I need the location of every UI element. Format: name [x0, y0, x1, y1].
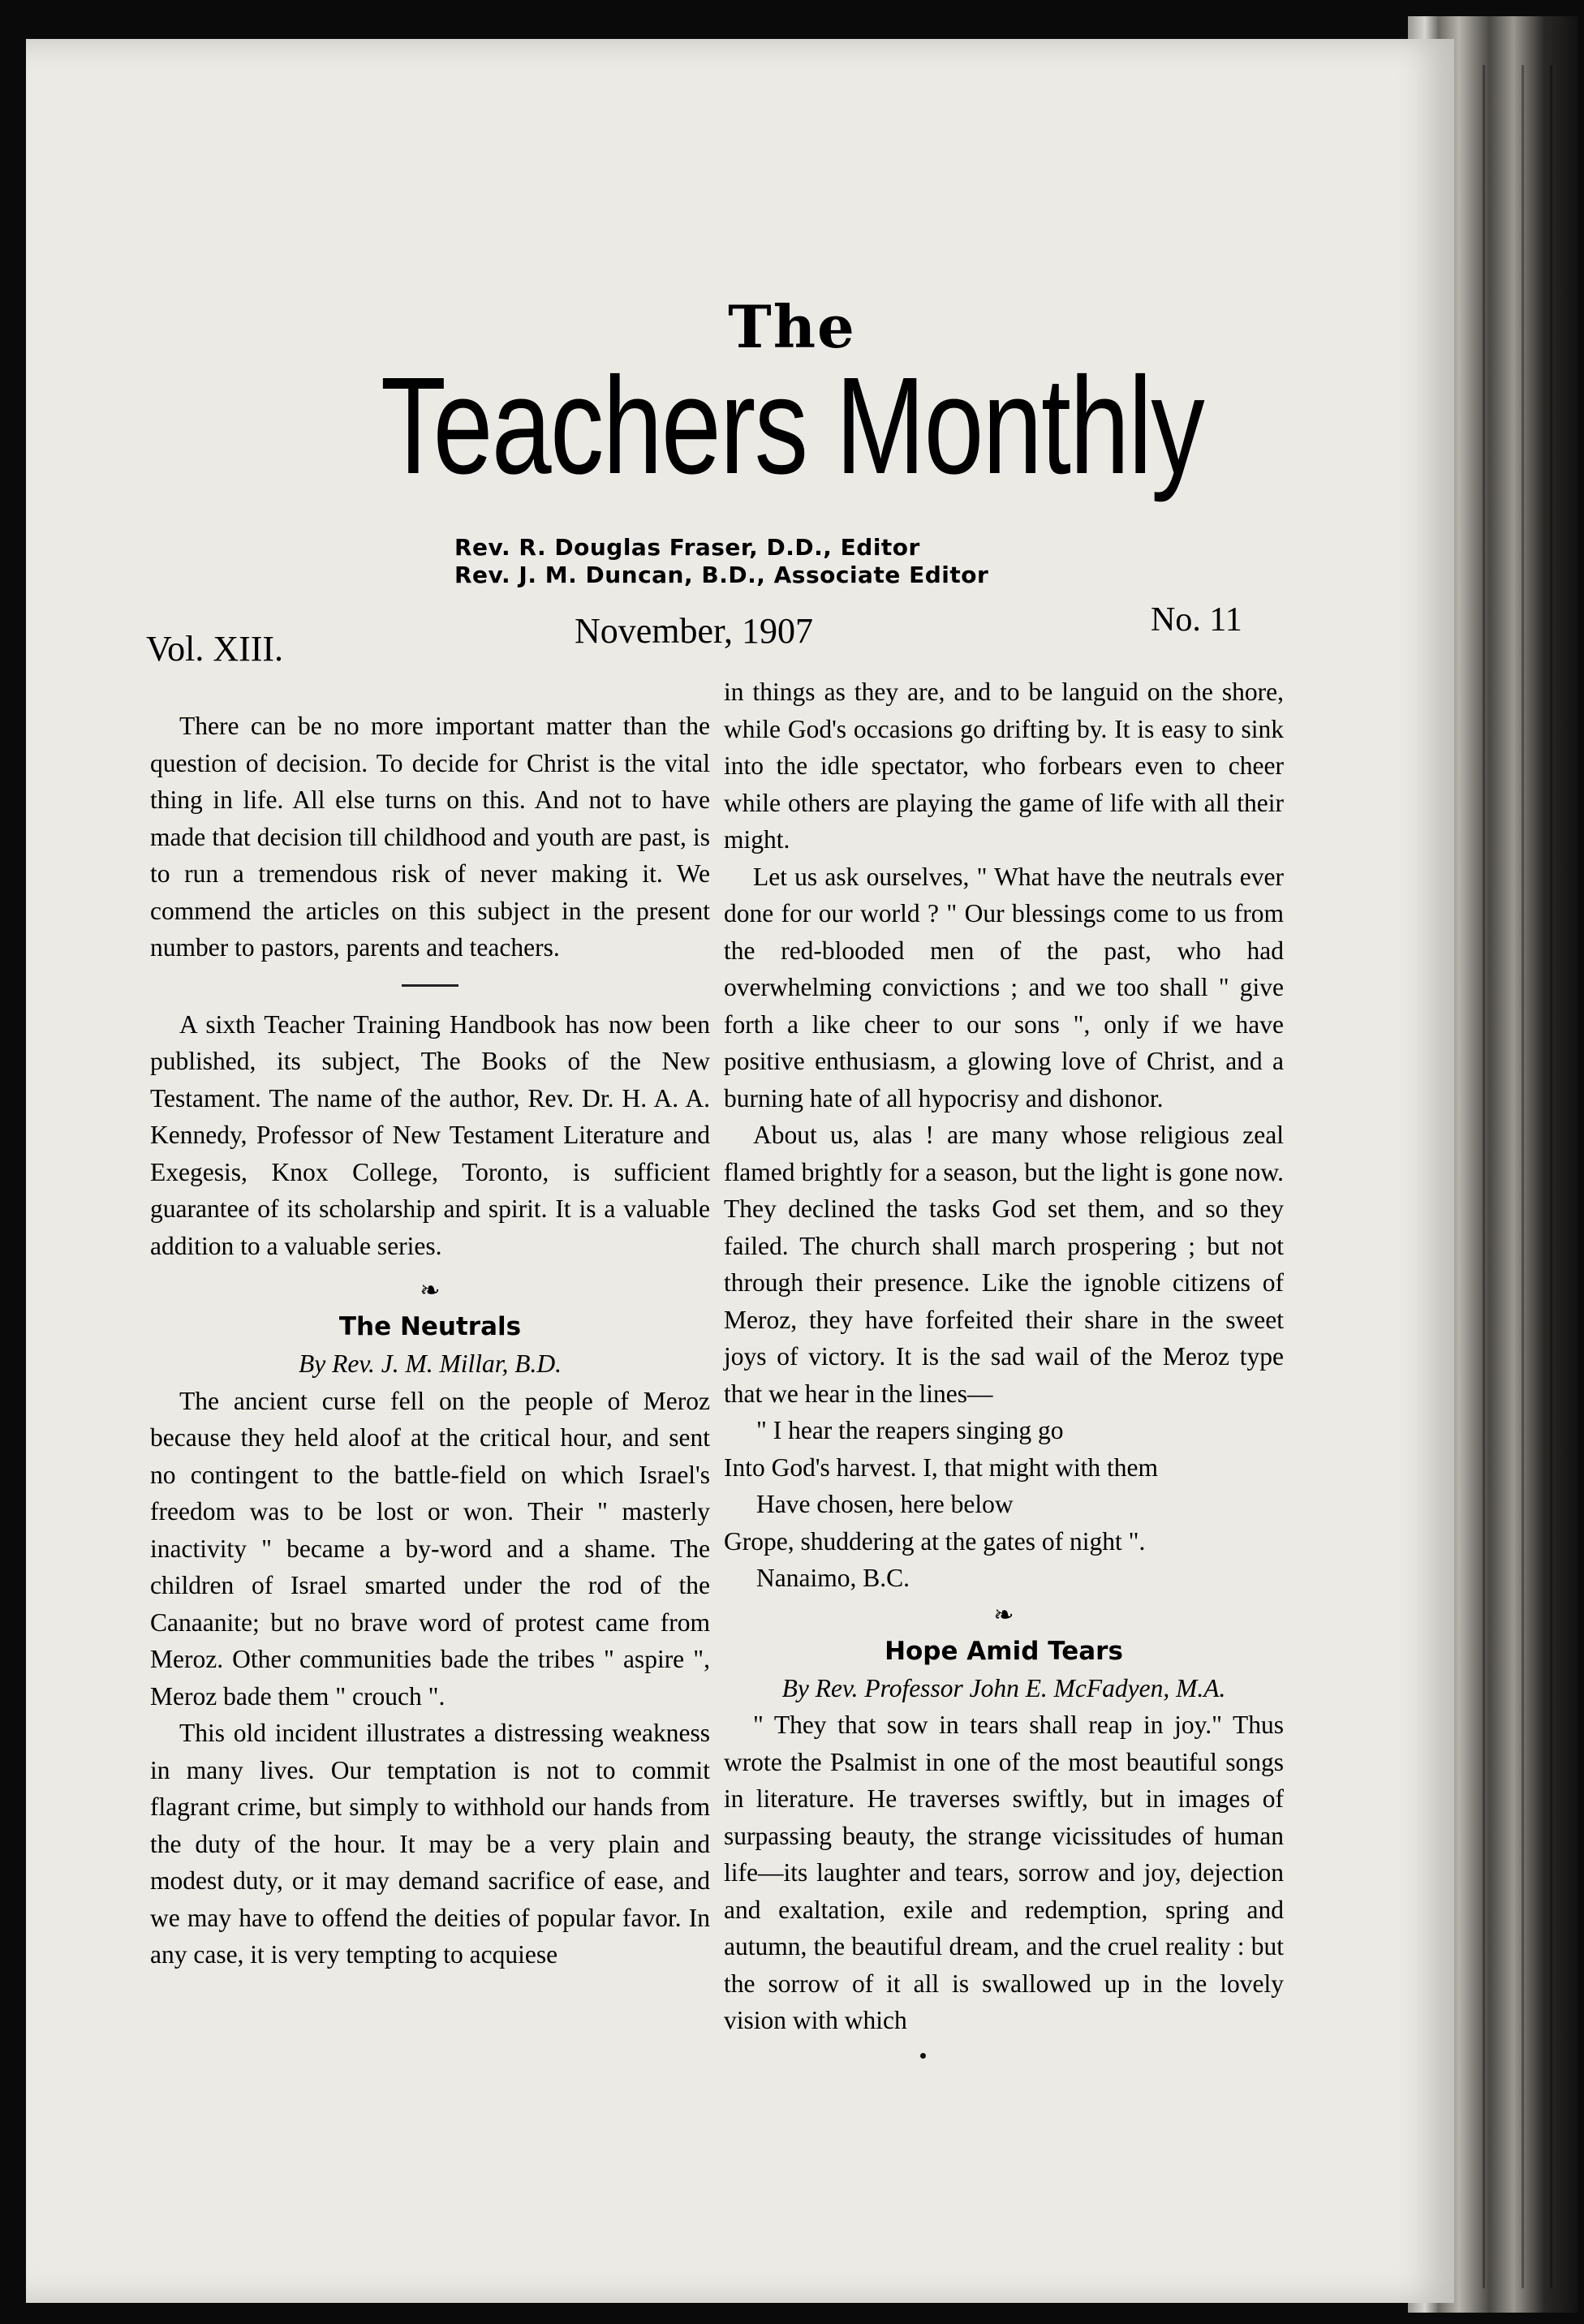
- article-byline: By Rev. Professor John E. McFadyen, M.A.: [781, 1673, 1226, 1702]
- issue-number: No. 11: [1151, 601, 1242, 639]
- article-paragraph: This old incident illustrates a distressing weakness in many lives. Our temptation is not to commit flagrant crime, but simply to withhold our hands from the duty of the hour. It may be a very plain and modest duty, or it may demand sacrifice of ease, and we may have to offend the deities of popular favor. In any case, it is very tempting to acquiese: [150, 1719, 710, 1969]
- right-column: [724, 674, 1284, 2039]
- editorial-paragraph: A sixth Teacher Training Handbook has now been published, its subject, The Books of the New Testament. The name of the author, Rev. Dr. H. A. A. Kennedy, Professor of New Testament Literature and Exegesis, Knox College, Toronto, is sufficient guarantee of its scholarship and spirit. It is a valuable addition to a valuable series.: [150, 1009, 710, 1260]
- article-paragraph: " They that sow in tears shall reap in joy." Thus wrote the Psalmist in one of the most beautiful songs in literature. He traverses swiftly, but in images of surpassing beauty, the strange vicissitudes of human life—its laughter and tears, sorrow and joy, dejection and exaltation, exile and redemption, spring and autumn, the beautiful dream, and the cruel reality : but the sorrow of it all is swallowed up in the lovely vision with which: [724, 1711, 1284, 2034]
- article-paragraph: in things as they are, and to be languid on the shore, while God's occasions go drifting by. It is easy to sink into the idle spectator, who forbears even to cheer while others are playing the game of life with all their might.: [724, 678, 1284, 854]
- place-signature: Nanaimo, B.C.: [756, 1564, 910, 1592]
- article-byline: By Rev. J. M. Millar, B.D.: [299, 1349, 562, 1378]
- article-paragraph: The ancient curse fell on the people of Meroz because they held aloof at the critical hour, and sent no contingent to the battle-field on which Israel's freedom was to be lost or won. Their " masterly inactivity " became a by-word and a shame. The children of Israel smarted under the rod of the Canaanite; but no brave word of protest came from Meroz. Other communities bade the tribes " aspire ", Meroz bade them " crouch ".: [150, 1386, 710, 1711]
- page-mark: [920, 2053, 926, 2059]
- left-column: [150, 708, 710, 1973]
- poem-quote: [724, 1412, 1284, 1560]
- editorial-paragraph: There can be no more important matter than the question of decision. To decide for Christ is the vital thing in life. All else turns on this. And not to have made that decision till childhood and youth are past, is to run a tremendous risk of never making it. We commend the articles on this subject in the present number to pastors, parents and teachers.: [150, 712, 710, 962]
- volume-number: Vol. XIII.: [146, 629, 284, 669]
- ornament-icon: ❧: [993, 1601, 1014, 1629]
- section-divider: [402, 984, 458, 987]
- masthead-article: The: [728, 292, 856, 361]
- poem-line: " I hear the reapers singing go: [756, 1416, 1064, 1444]
- poem-line: Grope, shuddering at the gates of night ".: [724, 1526, 1146, 1556]
- article-paragraph: About us, alas ! are many whose religious zeal flamed brightly for a season, but the light is gone now. They declined the tasks God set them, and so they failed. The church shall march prospering ; but not through their presence. Like the ignoble citizens of Meroz, they have forfeited their share in the sweet joys of victory. It is the sad wail of the Meroz type that we hear in the lines—: [724, 1121, 1284, 1408]
- article-paragraph: Let us ask ourselves, " What have the neutrals ever done for our world ? " Our blessings come to us from the red-blooded men of the past, who had overwhelming convictions ; and we too shall " give forth a like cheer to our sons ", only if we have positive enthusiasm, a glowing love of Christ, and a burning hate of all hypocrisy and dishonor.: [724, 862, 1284, 1113]
- article-title: The Neutrals: [338, 1312, 522, 1341]
- poem-line: Into God's harvest. I, that might with them: [724, 1452, 1158, 1482]
- issue-date: November, 1907: [575, 611, 813, 651]
- associate-editor-line: Rev. J. M. Duncan, B.D., Associate Editor: [454, 562, 989, 588]
- ornament-icon: ❧: [420, 1277, 441, 1304]
- editor-line: Rev. R. Douglas Fraser, D.D., Editor: [454, 534, 920, 561]
- poem-line: Have chosen, here below: [756, 1490, 1014, 1518]
- article-title: Hope Amid Tears: [885, 1636, 1123, 1666]
- masthead-title: Teachers Monthly: [380, 349, 1204, 503]
